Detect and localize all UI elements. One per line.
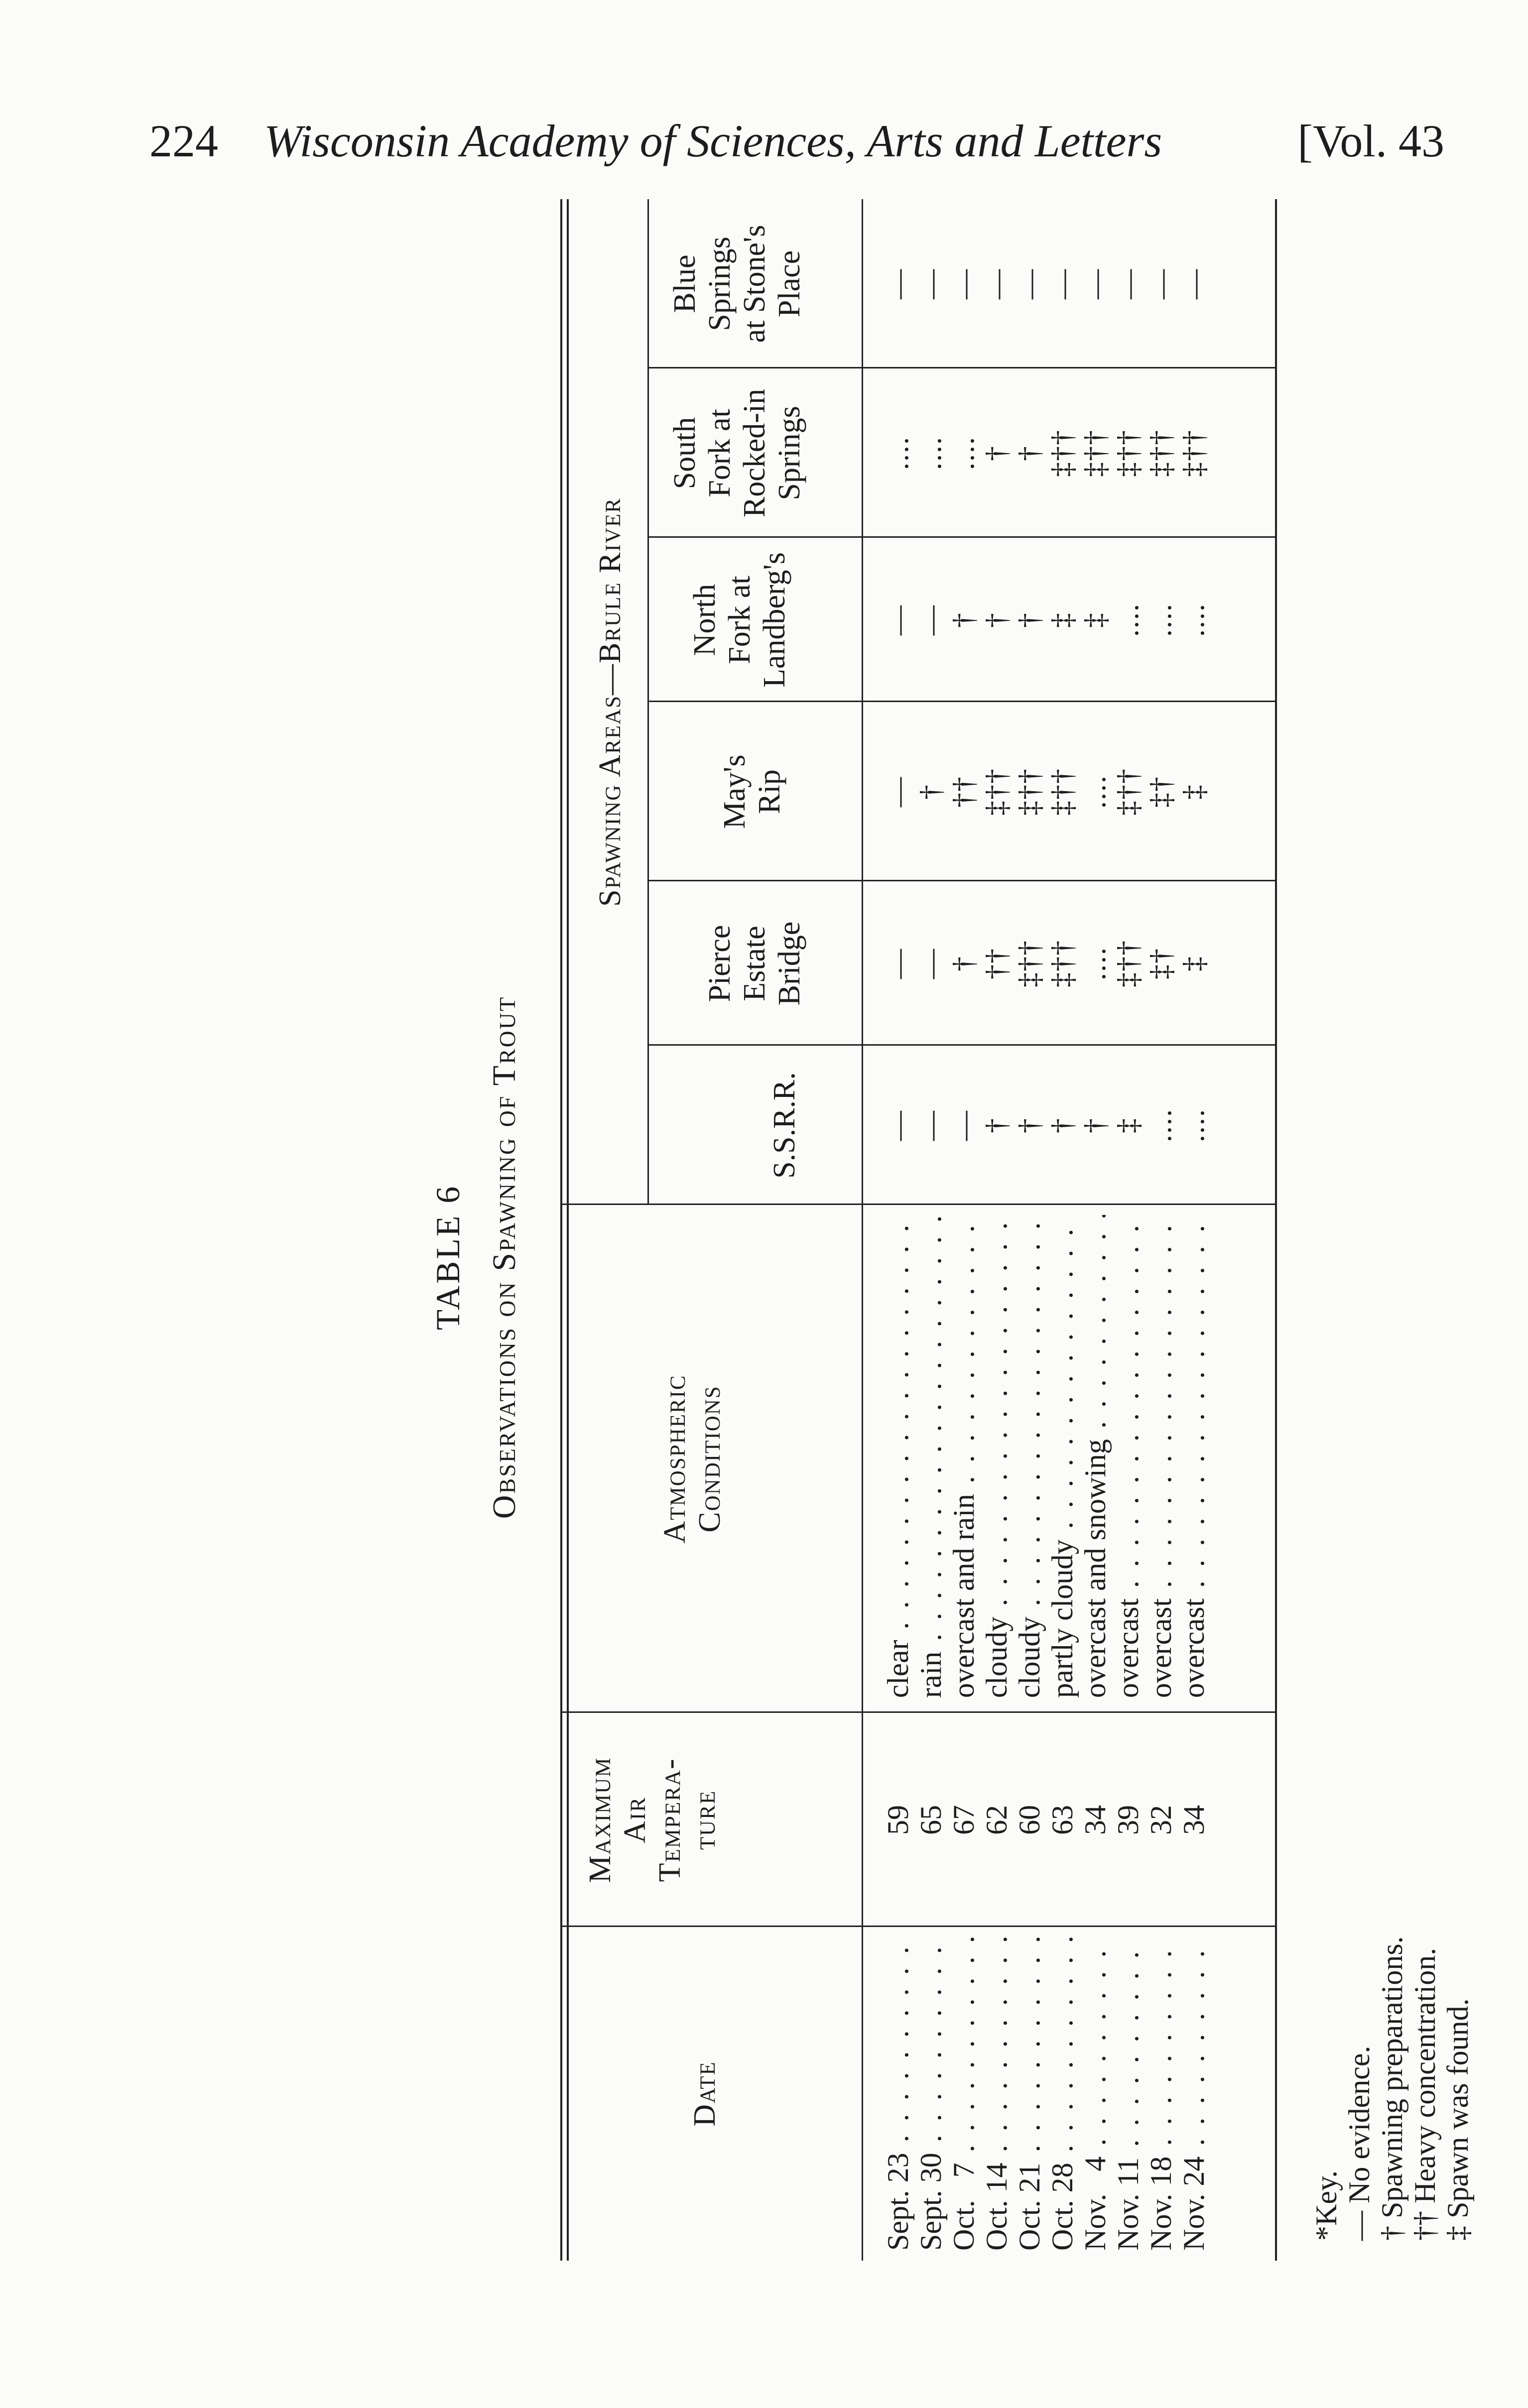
cell-area-5: ‡†† (1145, 429, 1177, 477)
key-item: †† Heavy concentration. (1408, 1947, 1441, 2241)
cell-atmospheric: overcast . . . (1145, 1215, 1177, 1698)
cell-area-6: — (1177, 268, 1210, 299)
table-frame (388, 199, 1474, 2315)
cell-area-4: — (914, 604, 947, 635)
cell-temperature: 34 (1177, 1805, 1210, 1835)
cell-area-3: †† (947, 776, 980, 808)
cell-atmospheric: overcast and rain . . . (947, 1215, 980, 1698)
header-area-5: South Fork at Rocked-in Springs (668, 388, 806, 518)
cell-atmospheric: overcast . . . (1177, 1215, 1210, 1698)
cell-area-1: — (882, 1110, 914, 1141)
cell-area-5: .... (882, 436, 914, 470)
cell-area-2: .... (1079, 947, 1112, 980)
cell-area-6: — (1013, 268, 1046, 299)
cell-date: Oct. 28 . . . (1046, 1937, 1079, 2251)
top-rule (560, 199, 562, 2261)
key-item: — No evidence. (1343, 2046, 1376, 2241)
cell-area-4: .... (1177, 603, 1210, 637)
cell-atmospheric: partly cloudy . . . (1046, 1215, 1079, 1698)
cell-area-4: .... (1145, 603, 1177, 637)
header-area-6: Blue Springs at Stone's Place (668, 225, 806, 343)
cell-area-5: ‡†† (1046, 429, 1079, 477)
cell-area-1: ‡ (1112, 1117, 1145, 1133)
cell-area-4: — (882, 604, 914, 635)
cell-area-3: † (914, 784, 947, 800)
cell-area-3: — (882, 776, 914, 807)
cell-atmospheric: cloudy . . . (1013, 1215, 1046, 1698)
cell-area-5: ‡†† (1112, 429, 1145, 477)
header-area-3: May's Rip (718, 754, 786, 829)
cell-area-5: .... (947, 436, 980, 470)
table-title: Observations on Spawning of Trout (486, 995, 522, 1519)
cell-area-4: ‡ (1079, 612, 1112, 628)
group-rule (647, 199, 649, 1205)
cell-temperature: 32 (1145, 1805, 1177, 1835)
journal-title: Wisconsin Academy of Sciences, Arts and Letters (264, 116, 1162, 166)
cell-area-6: — (1079, 268, 1112, 299)
header-area-4: North Fork at Landberg's (688, 552, 791, 688)
header-atmospheric: Atmospheric Conditions (658, 1374, 727, 1544)
cell-area-1: — (947, 1110, 980, 1141)
cell-area-1: — (914, 1110, 947, 1141)
cell-area-2: †† (980, 948, 1013, 979)
cell-temperature: 39 (1112, 1805, 1145, 1835)
cell-area-2: ‡†† (1112, 940, 1145, 987)
cell-area-3: ‡†† (1046, 768, 1079, 816)
cell-area-6: — (947, 268, 980, 299)
cell-date: Nov. 24 . . . (1177, 1937, 1210, 2251)
cell-date: Nov. 11 . . . (1112, 1937, 1145, 2251)
cell-area-5: .... (914, 436, 947, 470)
cell-area-1: .... (1145, 1108, 1177, 1142)
cell-area-3: ‡†† (1112, 768, 1145, 816)
cell-area-2: ‡†† (1046, 940, 1079, 987)
cell-area-3: ‡†† (1013, 768, 1046, 816)
cell-date: Oct. 7 . . . (947, 1937, 980, 2251)
cell-area-1: † (980, 1117, 1013, 1133)
cell-area-1: † (1013, 1117, 1046, 1133)
header-bottom-rule (862, 199, 863, 2261)
header-spawning-areas: Spawning Areas—Brule River (593, 497, 627, 907)
cell-area-1: .... (1177, 1108, 1210, 1142)
page-number: 224 (149, 116, 218, 166)
cell-area-6: — (1112, 268, 1145, 299)
key-item: † Spawning preparations. (1376, 1936, 1408, 2241)
header-area-2: Pierce Estate Bridge (703, 921, 806, 1006)
volume-label: [Vol. 43 (1297, 116, 1444, 166)
cell-atmospheric: overcast . . . (1112, 1215, 1145, 1698)
key-legend (1310, 1643, 1474, 2241)
cell-area-5: † (1013, 445, 1046, 461)
cell-area-3: ‡ (1177, 784, 1210, 800)
cell-area-6: — (914, 268, 947, 299)
cell-temperature: 63 (1046, 1805, 1079, 1835)
key-title: *Key. (1310, 2170, 1343, 2241)
cell-area-2: ‡†† (1013, 940, 1046, 987)
cell-temperature: 62 (980, 1805, 1013, 1835)
bottom-rule (1275, 199, 1277, 2261)
key-item: ‡ Spawn was found. (1441, 1998, 1474, 2241)
header-date: Date (688, 2061, 722, 2127)
cell-area-4: .... (1112, 603, 1145, 637)
cell-temperature: 60 (1013, 1805, 1046, 1835)
cell-area-2: ‡ (1177, 956, 1210, 971)
cell-area-6: — (1145, 268, 1177, 299)
cell-area-4: † (947, 612, 980, 628)
cell-area-1: † (1079, 1117, 1112, 1133)
cell-atmospheric: overcast and snowing . . . (1079, 1215, 1112, 1698)
header-temperature: Maximum Air Tempera- ture (583, 1757, 722, 1883)
cell-area-4: † (980, 612, 1013, 628)
top-rule-2 (567, 199, 569, 2261)
cell-area-1: † (1046, 1117, 1079, 1133)
running-head (149, 114, 1444, 168)
cell-area-6: — (980, 268, 1013, 299)
cell-area-3: .... (1079, 775, 1112, 809)
cell-area-2: † (947, 956, 980, 971)
cell-area-5: ‡†† (1079, 429, 1112, 477)
cell-date: Nov. 18 . . . (1145, 1937, 1177, 2251)
cell-date: Nov. 4 . . . (1079, 1937, 1112, 2251)
cell-atmospheric: cloudy . . . (980, 1215, 1013, 1698)
cell-date: Oct. 14 . . . (980, 1937, 1013, 2251)
cell-area-2: — (914, 948, 947, 979)
header-area-1: S.S.R.R. (767, 1072, 801, 1179)
cell-area-5: † (980, 445, 1013, 461)
cell-area-6: — (882, 268, 914, 299)
cell-area-4: ‡ (1046, 612, 1079, 628)
cell-date: Oct. 21 . . . (1013, 1937, 1046, 2251)
cell-area-3: ‡† (1145, 776, 1177, 808)
cell-area-2: — (882, 948, 914, 979)
cell-temperature: 59 (882, 1805, 914, 1835)
cell-area-2: ‡† (1145, 948, 1177, 979)
cell-temperature: 65 (914, 1805, 947, 1835)
cell-atmospheric: clear . . . (882, 1215, 914, 1698)
cell-area-6: — (1046, 268, 1079, 299)
cell-temperature: 34 (1079, 1805, 1112, 1835)
cell-area-4: † (1013, 612, 1046, 628)
cell-area-3: ‡†† (980, 768, 1013, 816)
table-number: TABLE 6 (429, 1184, 467, 1330)
cell-date: Sept. 30 . . . (914, 1937, 947, 2251)
cell-area-5: ‡†† (1177, 429, 1210, 477)
cell-atmospheric: rain . . . (914, 1215, 947, 1698)
cell-temperature: 67 (947, 1805, 980, 1835)
cell-date: Sept. 23 . . . (882, 1937, 914, 2251)
